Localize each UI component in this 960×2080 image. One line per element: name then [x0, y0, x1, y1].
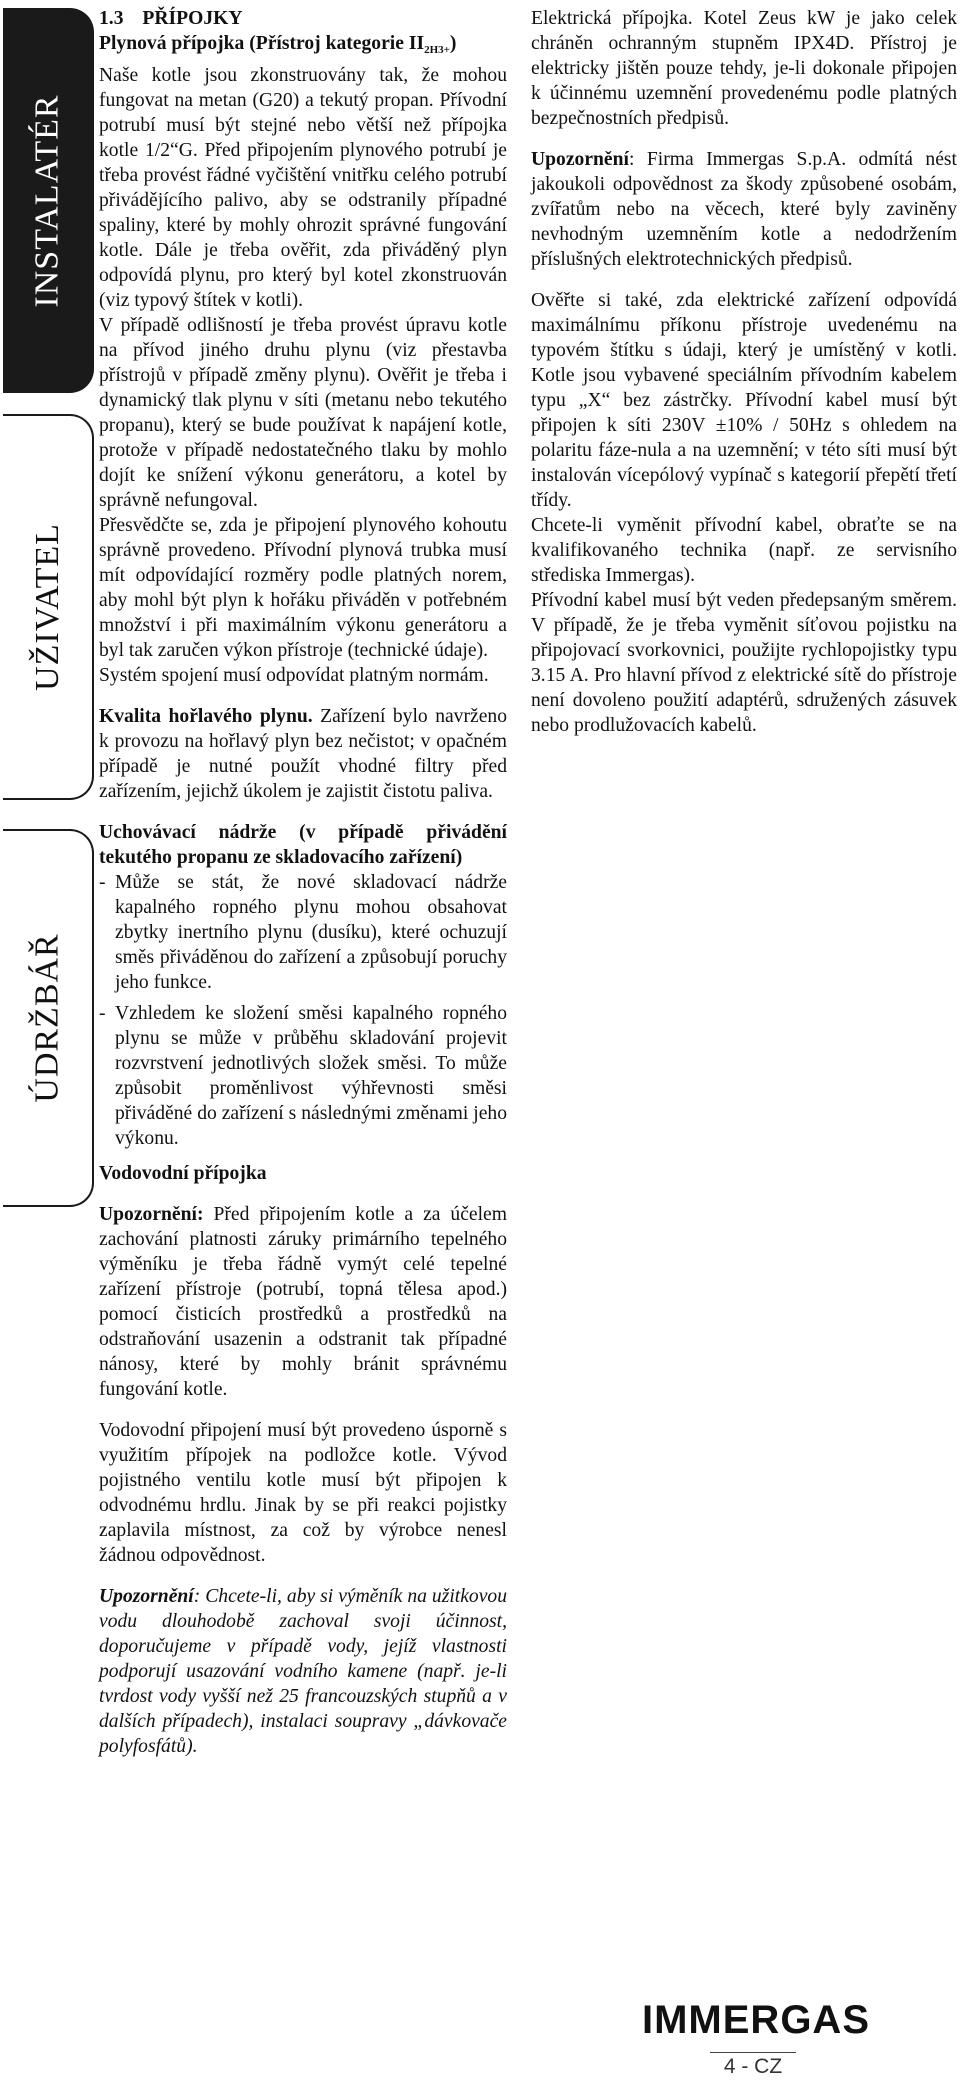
- tab-user-label: UŽIVATEL: [28, 523, 66, 691]
- water-heading: Vodovodní přípojka: [99, 1163, 267, 1184]
- gas-paragraph-2: V případě odlišností je třeba provést úpravu kotle na přívod jiného druhu plynu (viz přestavba přístrojů v případě změny plynu). Ověřit je třeba i dynamický tlak plynu v síti (metanu nebo tekutého propanu), který se bude používat k napájení kotle, protože v případě nedostatečného tlaku by mohlo dojít ke snížení výkonu generátoru, a kotel by správně nefungoval.: [99, 315, 507, 511]
- gas-connection-subtitle: Plynová přípojka (Přístroj kategorie $II_{2H3+}$): [99, 33, 457, 56]
- gas-paragraph-4: Systém spojení musí odpovídat platným normám.: [99, 665, 489, 686]
- immergas-logo: [636, 1993, 868, 2047]
- electric-paragraph-3: Ověřte si také, zda elektrické zařízení odpovídá maximálnímu příkonu přístroje uvedenému na typovém štítku s údaji, který je umístěný v kotli. Kotle jsou vybavené speciálním přívodním kabelem typu „X“ bez zástrčky. Přívodní kabel musí být připojen k síti 230V ±10% / 50Hz s ohledem na polaritu fáze-nula a na uzemnění; v této síti musí být instalován vícepólový vypínač s kategorií přepětí třetí třídy.: [531, 290, 957, 511]
- water-note-paragraph: Upozornění: Chcete-li, aby si výměník na užitkovou vodu dlouhodobě zachoval svoji účinnost, doporučujeme v případě vody, jejíž vlastnosti podporují usazování vodního kamene (např. je-li tvrdost vody vyšší než 25 francouzských stupňů a v dalších případech), instalaci soupravy „dávkovače polyfosfátů).: [99, 1586, 507, 1757]
- section-heading: [99, 6, 507, 31]
- tab-maintenance: [3, 829, 94, 1207]
- gas-paragraph-1: Naše kotle jsou zkonstruovány tak, že mohou fungovat na metan (G20) a tekutý propan. Přívodní potrubí musí být stejné nebo větší než přípojka kotle 1/2“G. Před připojením plynového potrubí je třeba provést řádné vyčištění vnitřku celého potrubí přivádějícího palivo, aby se odstranily případné spaliny, které by mohly ohrozit správné fungování kotle. Dále je třeba ověřit, zda přiváděný plyn odpovídá plynu, pro který byl kotel zkonstruován (viz typový štítek v kotli).: [99, 65, 507, 311]
- tanks-heading: Uchovávací nádrže (v případě přivádění tekutého propanu ze skladovacího zařízení): [99, 822, 507, 868]
- tab-maintenance-label: ÚDRŽBÁŘ: [28, 933, 66, 1103]
- tanks-list-item: - Vzhledem ke složení směsi kapalného ropného plynu se může v průběhu skladování projevit rozvrstvení jednotlivých složek směsi. To může způsobit proměnlivost výhřevnosti směsi přiváděné do zařízení s následnými změnami jeho výkonu.: [99, 1003, 507, 1149]
- electric-paragraph-1: Elektrická přípojka. Kotel Zeus kW je jako celek chráněn ochranným stupněm IPX4D. Přístroj je elektricky jištěn pouze tehdy, je-li dokonale připojen k účinnému uzemnění provedenému podle platných bezpečnostních předpisů.: [531, 8, 957, 129]
- tab-user: [3, 414, 94, 800]
- gas-paragraph-3: Přesvědčte se, zda je připojení plynového kohoutu správně provedeno. Přívodní plynová trubka musí mít odpovídající rozměry podle platných norem, aby mohl být plyn k hořáku přiváděn v potřebném množství i při maximálním výkonu generátoru a byl tak zaručen výkon přístroje (technické údaje).: [99, 515, 507, 661]
- electric-paragraph-5: Přívodní kabel musí být veden předepsaným směrem. V případě, že je třeba vyměnit síťovou pojistku na připojovací svorkovnici, použijte rychlopojistky typu 3.15 A. Pro hlavní přívod z elektrické sítě do přístroje není dovoleno použití adaptérů, sdružených zásuvek nebo prodlužovacích kabelů.: [531, 590, 957, 736]
- tab-installer: [3, 8, 94, 393]
- water-warning-paragraph: Upozornění: Před připojením kotle a za účelem zachování platnosti záruky primárního tepelného výměníku je třeba řádně vymýt celé tepelné zařízení přístroje (potrubí, topná tělesa apod.) pomocí čisticích prostředků a prostředků na odstraňování usazenin a odstranit tak případné nánosy, které by mohly bránit správnému fungování kotle.: [99, 1204, 507, 1400]
- electric-warning-paragraph: Upozornění: Firma Immergas S.p.A. odmítá nést jakoukoli odpovědnost za škody způsobené osobám, zvířatům nebo na věcech, které byly zaviněny nevhodným uzemněním kotle a nedodržením příslušných elektrotechnických předpisů.: [531, 149, 957, 270]
- right-column: [531, 6, 957, 738]
- gas-quality-paragraph: Kvalita hořlavého plynu. Zařízení bylo navrženo k provozu na hořlavý plyn bez nečistot; v opačném případě je nutné použít vhodné filtry před zařízením, jejichž úkolem je zajistit čistotu paliva.: [99, 706, 507, 802]
- section-title: PŘÍPOJKY: [142, 8, 243, 29]
- tab-installer-label: INSTALATÉR: [28, 93, 66, 308]
- electric-paragraph-4: Chcete-li vyměnit přívodní kabel, obraťte se na kvalifikovaného technika (např. ze servisního střediska Immergas).: [531, 515, 957, 586]
- tanks-list-item: - Může se stát, že nové skladovací nádrže kapalného ropného plynu mohou obsahovat zbytky inertního plynu (dusíku), které ochuzují směs přiváděnou do zařízení a způsobují poruchy jeho funkce.: [99, 872, 507, 993]
- page-number: 4 - CZ: [710, 2052, 796, 2079]
- section-number: 1.3: [99, 8, 124, 29]
- brand-name: IMMERGAS: [642, 1997, 870, 2042]
- left-column: [99, 6, 507, 1759]
- water-paragraph-2: Vodovodní připojení musí být provedeno úsporně s využitím přípojek na podložce kotle. Vývod pojistného ventilu kotle musí být připojen k odvodnému hrdlu. Jinak by se při reakci pojistky zaplavila místnost, za což by výrobce nenesl žádnou odpovědnost.: [99, 1420, 507, 1566]
